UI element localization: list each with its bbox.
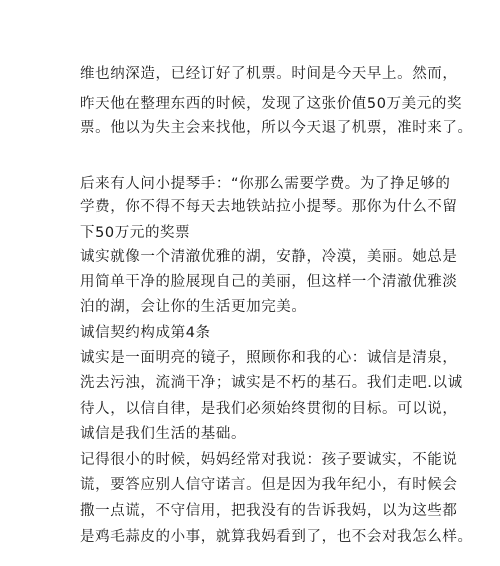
text-line: 下50万元的奖票 bbox=[80, 225, 191, 241]
text-line: 诚信是我们生活的基础。 bbox=[80, 426, 247, 442]
text-line: 学费，你不得不每天去地铁站拉小提琴。那你为什么不留 bbox=[80, 199, 458, 215]
text-line: 洗去污浊，流淌干净；诚实是不朽的基石。我们走吧.以诚 bbox=[80, 375, 463, 391]
text-line: 谎，要答应别人信守诺言。但是因为我年纪小，有时候会 bbox=[80, 477, 458, 493]
text-line: 记得很小的时候，妈妈经常对我说：孩子要诚实，不能说 bbox=[80, 452, 458, 468]
text-line: 撒一点谎，不守信用，把我没有的告诉我妈，以为这些都 bbox=[80, 503, 458, 519]
text-line: 后来有人问小提琴手：“你那么需要学费。为了挣足够的 bbox=[80, 176, 451, 192]
text-line: 票。他以为失主会来找他，所以今天退了机票，准时来了。 bbox=[80, 120, 473, 136]
text-line: 昨天他在整理东西的时候，发现了这张价值50万美元的奖 bbox=[80, 96, 463, 112]
text-line: 维也纳深造，已经订好了机票。时间是今天早上。然而， bbox=[80, 66, 458, 82]
text-line: 用简单干净的脸展现自己的美丽，但这样一个清澈优雅淡 bbox=[80, 274, 458, 290]
text-line: 是鸡毛蒜皮的小事，就算我妈看到了，也不会对我怎么样。 bbox=[80, 529, 473, 545]
section-heading: 诚信契约构成第4条 bbox=[80, 325, 211, 341]
text-line: 诚实就像一个清澈优雅的湖，安静，冷漠，美丽。她总是 bbox=[80, 249, 458, 265]
text-line: 诚实是一面明亮的镜子，照顾你和我的心：诚信是清泉， bbox=[80, 350, 458, 366]
text-line: 待人，以信自律，是我们必须始终贯彻的目标。可以说， bbox=[80, 401, 458, 417]
text-line: 泊的湖，会让你的生活更加完美。 bbox=[80, 299, 307, 315]
